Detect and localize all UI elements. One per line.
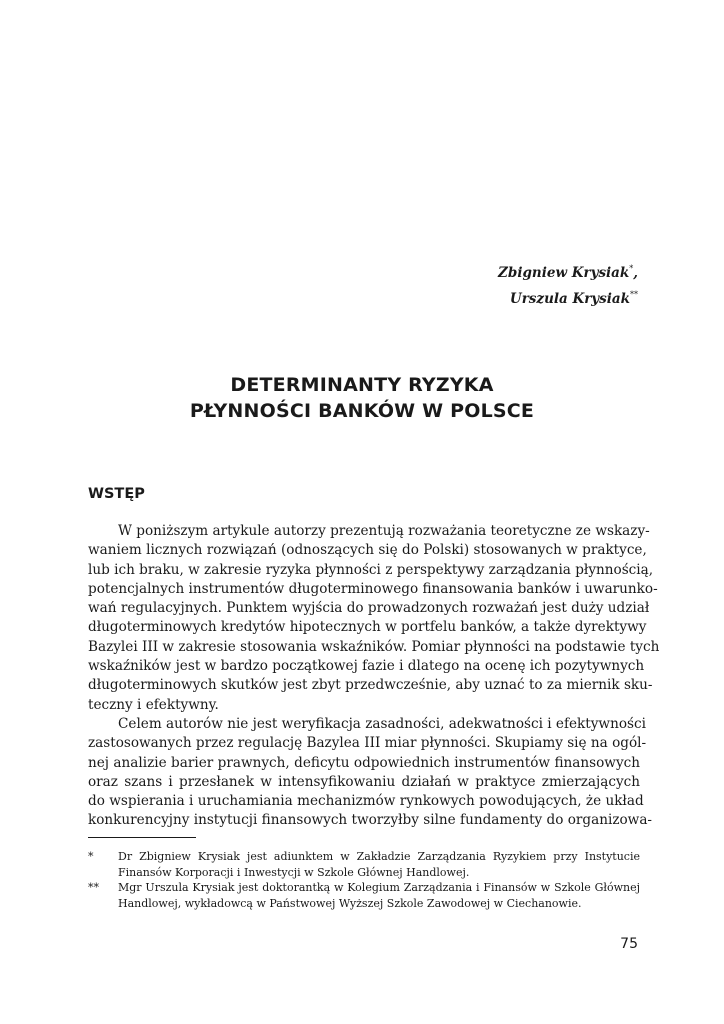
author-1 bbox=[498, 258, 638, 284]
author-1-name: Zbigniew Krysiak bbox=[498, 265, 630, 281]
author-1-separator: , bbox=[633, 265, 638, 281]
body-line: nej analizie barier prawnych, deficytu odpowiednich instrumentów finansowych bbox=[88, 754, 640, 771]
footnote-1 bbox=[88, 849, 640, 880]
footnote-1-mark: * bbox=[88, 850, 94, 863]
author-2-footnote-mark: ** bbox=[630, 290, 638, 299]
authors-block bbox=[498, 258, 638, 310]
body-line: teczny i efektywny. bbox=[88, 696, 219, 713]
page-number: 75 bbox=[620, 936, 638, 952]
title-line-2: PŁYNNOŚCI BANKÓW W POLSCE bbox=[189, 400, 535, 422]
author-1-footnote-mark: * bbox=[629, 264, 634, 273]
body-line: waniem licznych rozwiązań (odnoszących się do Polski) stosowanych w praktyce, bbox=[88, 542, 647, 559]
body-line: Celem autorów nie jest weryfikacja zasadności, adekwatności i efektywności bbox=[118, 715, 646, 732]
footnote-1-text: Dr Zbigniew Krysiak jest adiunktem w Zakładzie Zarządzania Ryzykiem przy Instytucie Finansów Korporacji i Inwestycji w Szkole Głównej Handlowej. bbox=[118, 850, 640, 879]
body-line: zastosowanych przez regulację Bazylea III miar płynności. Skupiamy się na ogól- bbox=[88, 735, 647, 752]
title-line-1: DETERMINANTY RYZYKA bbox=[230, 374, 494, 396]
author-2 bbox=[498, 284, 638, 310]
body-line: konkurencyjny instytucji finansowych tworzyłby silne fundamenty do organizowa- bbox=[88, 812, 653, 829]
body-line: oraz szans i przesłanek w intensyfikowaniu działań w praktyce zmierzających bbox=[88, 773, 640, 790]
footnote-2 bbox=[88, 880, 640, 911]
body-text bbox=[88, 522, 660, 831]
body-line: wskaźników jest w bardzo początkowej fazie i dlatego na ocenę ich pozytywnych bbox=[88, 658, 645, 675]
body-line: Bazylei III w zakresie stosowania wskaźników. Pomiar płynności na podstawie tych bbox=[88, 638, 660, 655]
body-line: potencjalnych instrumentów długoterminowego finansowania banków i uwarunko- bbox=[88, 580, 658, 597]
author-2-name: Urszula Krysiak bbox=[509, 291, 630, 307]
body-line: do wspierania i uruchamiania mechanizmów rynkowych powodujących, że układ bbox=[88, 793, 644, 810]
article-title bbox=[0, 372, 724, 424]
body-line: lub ich braku, w zakresie ryzyka płynności z perspektywy zarządzania płynnością, bbox=[88, 561, 654, 578]
body-line: W poniższym artykule autorzy prezentują rozważania teoretyczne ze wskazy- bbox=[118, 523, 650, 539]
body-line: długoterminowych skutków jest zbyt przedwcześnie, aby uznać to za miernik sku- bbox=[88, 677, 653, 694]
section-heading: WSTĘP bbox=[88, 486, 145, 502]
footnote-2-text: Mgr Urszula Krysiak jest doktorantką w Kolegium Zarządzania i Finansów w Szkole Głównej Handlowej, wykładowcą w Państwowej Wyższej Szkole Zawodowej w Ciechanowie. bbox=[118, 881, 640, 910]
body-line: wań regulacyjnych. Punktem wyjścia do prowadzonych rozważań jest duży udział bbox=[88, 600, 650, 617]
footnote-divider bbox=[88, 837, 196, 838]
body-line: długoterminowych kredytów hipotecznych w portfelu banków, a także dyrektywy bbox=[88, 619, 647, 636]
footnote-2-mark: ** bbox=[88, 881, 99, 894]
